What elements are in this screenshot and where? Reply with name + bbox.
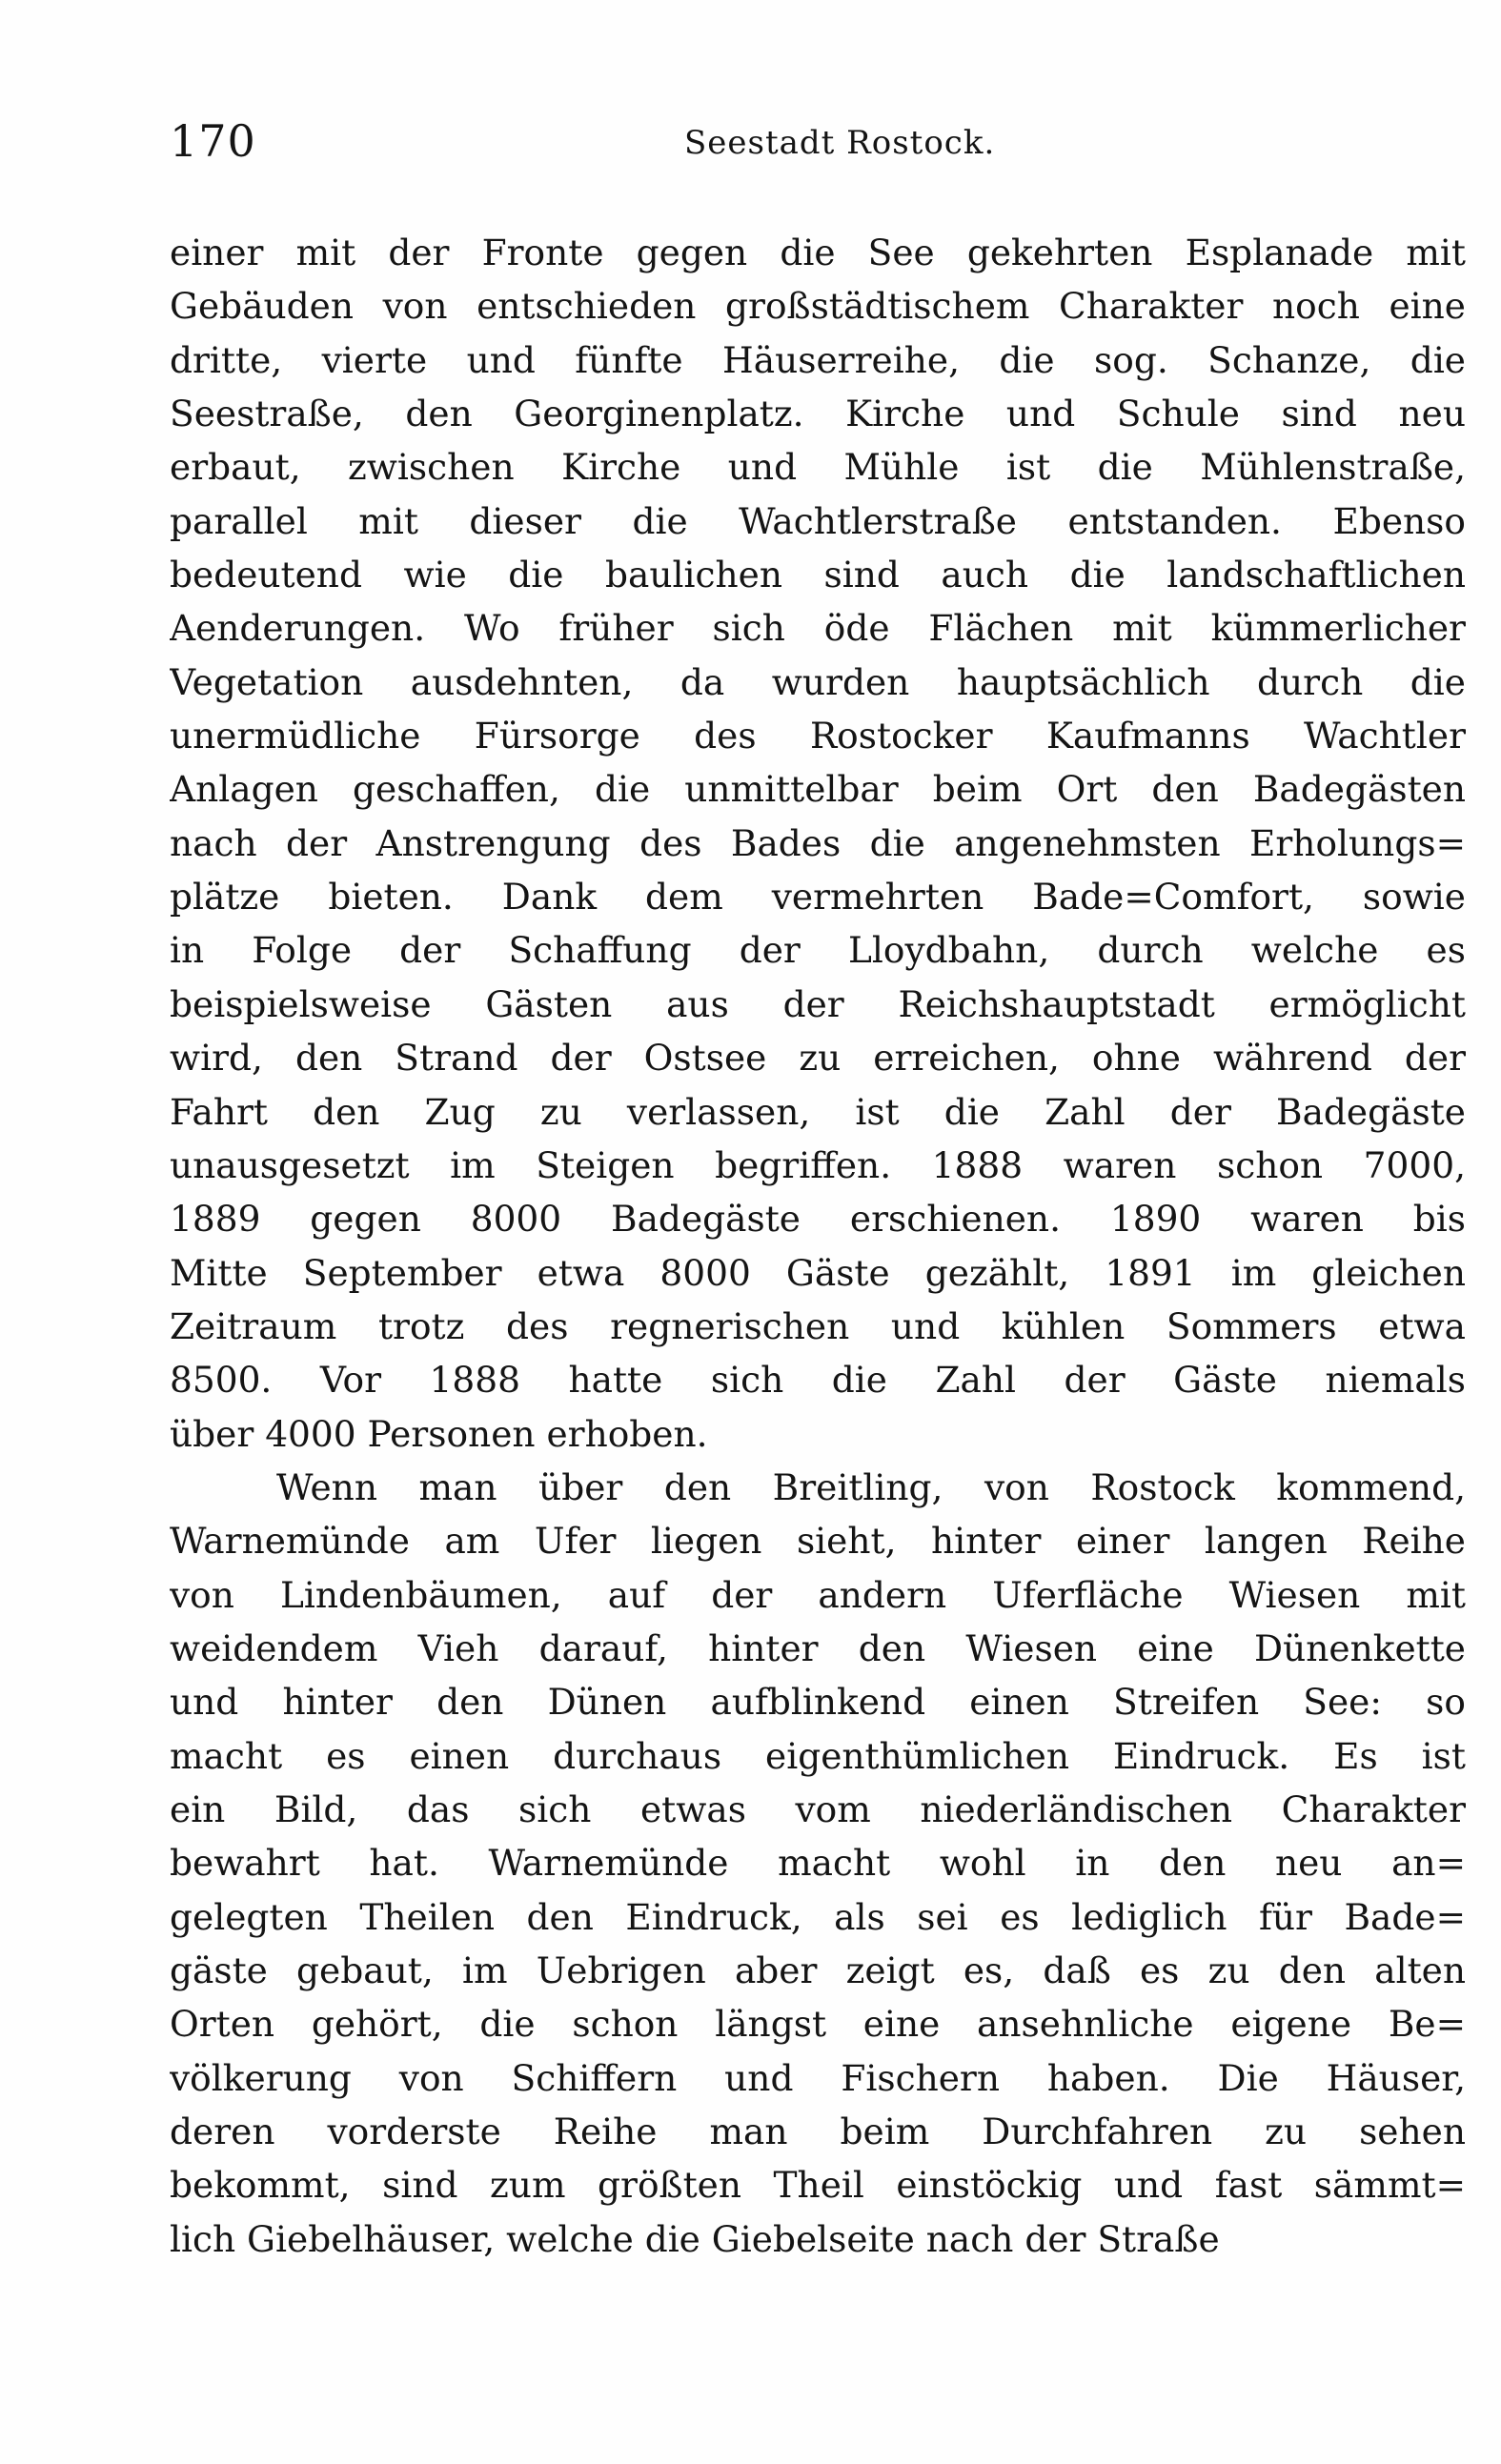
running-title: Seestadt Rostock. xyxy=(684,124,996,162)
text-line: nach der Anstrengung des Bades die angenehmsten Erholungs= xyxy=(170,821,1466,864)
text-line: Zeitraum trotz des regnerischen und kühlen Sommers etwa xyxy=(170,1304,1466,1347)
text-line: unermüdliche Fürsorge des Rostocker Kaufmanns Wachtler xyxy=(170,715,1466,757)
text-line: macht es einen durchaus eigenthümlichen Eindruck. Es ist xyxy=(170,1734,1466,1777)
text-line: 1889 gegen 8000 Badegäste erschienen. 1890 waren bis xyxy=(170,1198,1466,1241)
text-line: deren vorderste Reihe man beim Durchfahren zu sehen xyxy=(170,2111,1466,2153)
text-line: wird, den Strand der Ostsee zu erreichen, ohne während der xyxy=(170,1037,1466,1080)
text-line: gäste gebaut, im Uebrigen aber zeigt es, daß es zu den alten xyxy=(170,1949,1466,1991)
text-line: Fahrt den Zug zu verlassen, ist die Zahl der Badegäste xyxy=(170,1090,1466,1133)
text-line: von Lindenbäumen, auf der andern Uferfläche Wiesen mit xyxy=(170,1573,1466,1616)
text-line: Aenderungen. Wo früher sich öde Flächen mit kümmerlicher xyxy=(170,607,1466,650)
text-line: erbaut, zwischen Kirche und Mühle ist die Mühlenstraße, xyxy=(170,446,1466,489)
text-line: in Folge der Schaffung der Lloydbahn, durch welche es xyxy=(170,929,1466,972)
text-line: 8500. Vor 1888 hatte sich die Zahl der Gäste niemals xyxy=(170,1359,1466,1402)
text-line: Vegetation ausdehnten, da wurden hauptsächlich durch die xyxy=(170,660,1466,703)
text-line: und hinter den Dünen aufblinkend einen Streifen See: so xyxy=(170,1681,1466,1724)
text-line: Warnemünde am Ufer liegen sieht, hinter einer langen Reihe xyxy=(170,1520,1466,1563)
text-line: gelegten Theilen den Eindruck, als sei es lediglich für Bade= xyxy=(170,1895,1466,1938)
body-text xyxy=(170,226,1466,2266)
running-head xyxy=(170,112,1466,170)
text-line: Gebäuden von entschieden großstädtischem Charakter noch eine xyxy=(170,285,1466,328)
text-line: unausgesetzt im Steigen begriffen. 1888 waren schon 7000, xyxy=(170,1143,1466,1186)
text-line: bekommt, sind zum größten Theil einstöckig und fast sämmt= xyxy=(170,2164,1466,2207)
text-line: parallel mit dieser die Wachtlerstraße entstanden. Ebenso xyxy=(170,499,1466,542)
text-line: Wenn man über den Breitling, von Rostock kommend, xyxy=(276,1465,1466,1508)
text-line: Orten gehört, die schon längst eine ansehnliche eigene Be= xyxy=(170,2003,1466,2046)
text-line: dritte, vierte und fünfte Häuserreihe, die sog. Schanze, die xyxy=(170,338,1466,381)
text-line: völkerung von Schiffern und Fischern haben. Die Häuser, xyxy=(170,2056,1466,2099)
text-line: Anlagen geschaffen, die unmittelbar beim Ort den Badegästen xyxy=(170,768,1466,811)
page-number: 170 xyxy=(170,115,256,167)
text-line: bewahrt hat. Warnemünde macht wohl in den neu an= xyxy=(170,1842,1466,1885)
text-line: lich Giebelhäuser, welche die Giebelseite nach der Straße xyxy=(170,2217,1220,2260)
text-line: über 4000 Personen erhoben. xyxy=(170,1412,708,1455)
text-line: Mitte September etwa 8000 Gäste gezählt, 1891 im gleichen xyxy=(170,1251,1466,1294)
text-line: bedeutend wie die baulichen sind auch die landschaftlichen xyxy=(170,554,1466,596)
text-line: Seestraße, den Georginenplatz. Kirche und Schule sind neu xyxy=(170,393,1466,435)
text-line: ein Bild, das sich etwas vom niederländischen Charakter xyxy=(170,1787,1466,1830)
text-line: plätze bieten. Dank dem vermehrten Bade=Comfort, sowie xyxy=(170,876,1466,919)
text-line: beispielsweise Gästen aus der Reichshauptstadt ermöglicht xyxy=(170,982,1466,1025)
text-line: weidendem Vieh darauf, hinter den Wiesen eine Dünenkette xyxy=(170,1626,1466,1669)
text-line: einer mit der Fronte gegen die See gekehrten Esplanade mit xyxy=(170,232,1466,273)
